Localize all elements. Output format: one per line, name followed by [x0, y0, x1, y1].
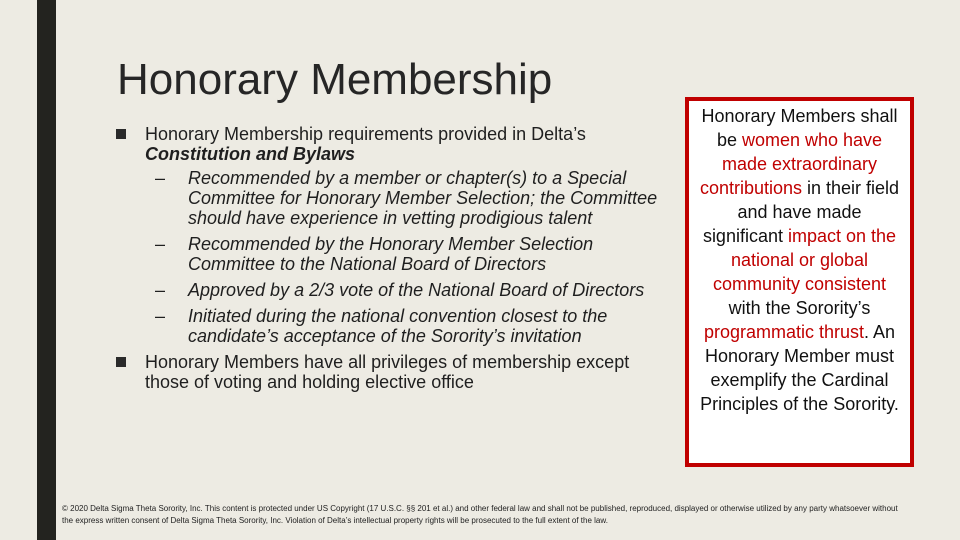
sub-bullet-item	[115, 306, 660, 346]
bullet-requirements-text: Honorary Membership requirements provided in Delta’s	[145, 124, 586, 144]
dash-bullet-icon: –	[155, 280, 166, 300]
square-bullet-icon	[116, 357, 126, 367]
callout-highlight-3: programmatic thrust	[703, 322, 865, 342]
sub-bullet-list	[115, 168, 660, 346]
copyright-footer: © 2020 Delta Sigma Theta Sorority, Inc. This content is protected under US Copyright (17 U.S.C. §§ 201 et al.) and other federal law and shall not be published, reproduced, displayed or otherwise utilized by any party whatsoever without the express written consent of Delta Sigma Theta Sorority, Inc. Violation of Delta’s intellectual property rights will be prosecuted to the full extent of the law.	[62, 504, 898, 525]
bullet-list	[115, 124, 660, 392]
callout-text-1: Honorary Members shall be	[701, 106, 898, 150]
sub-bullet-item	[115, 234, 660, 274]
callout-highlight-1: women who have made extraordinary contributions	[699, 130, 883, 198]
bullet-privileges-text: Honorary Members have all privileges of membership except those of voting and holding elective office	[145, 352, 630, 392]
sub-bullet-text: Recommended by the Honorary Member Selection Committee to the National Board of Directors	[188, 234, 594, 274]
sub-bullet-text: Recommended by a member or chapter(s) to a Special Committee for Honorary Member Selection; the Committee should have experience in vetting prodigious talent	[188, 168, 658, 228]
sub-bullet-item	[115, 280, 660, 300]
callout-text-3: with the Sorority’s	[728, 298, 871, 318]
bullet-requirements	[115, 124, 660, 164]
sub-bullet-item	[115, 168, 660, 228]
bullet-requirements-emphasis: Constitution and Bylaws	[145, 144, 356, 164]
callout-text-2: in their field and have made significant	[702, 178, 900, 246]
sub-bullet-text: Approved by a 2/3 vote of the National Board of Directors	[188, 280, 645, 300]
sub-bullet-text: Initiated during the national convention closest to the candidate’s acceptance of the Sorority’s invitation	[188, 306, 608, 346]
dash-bullet-icon: –	[155, 234, 166, 254]
callout-text-4: . An Honorary Member must exemplify the Cardinal Principles of the Sorority.	[700, 322, 899, 414]
slide-title: Honorary Membership	[117, 55, 553, 104]
left-accent-bar	[37, 0, 56, 540]
honorary-members-callout	[685, 97, 914, 467]
callout-highlight-2: impact on the national or global community consistent	[712, 226, 897, 294]
dash-bullet-icon: –	[155, 306, 166, 326]
square-bullet-icon	[116, 129, 126, 139]
dash-bullet-icon: –	[155, 168, 166, 188]
bullet-privileges	[115, 352, 660, 392]
